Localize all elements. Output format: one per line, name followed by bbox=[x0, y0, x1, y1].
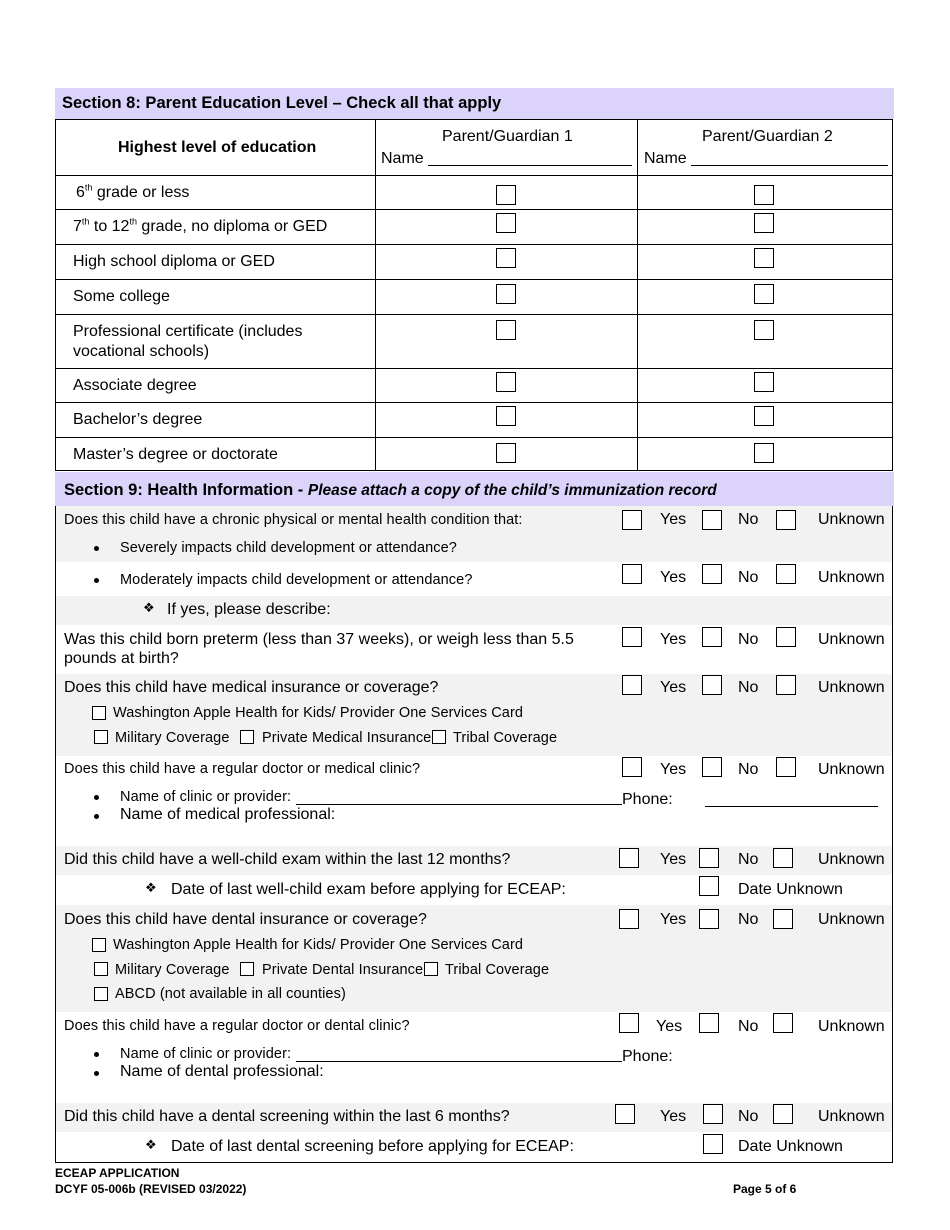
preterm-unknown-checkbox[interactable] bbox=[776, 627, 796, 647]
dentist-yes-label: Yes bbox=[656, 1018, 683, 1035]
p1-checkbox-6th[interactable] bbox=[496, 185, 516, 205]
wellchild-date-unknown-label: Date Unknown bbox=[738, 881, 843, 898]
wellchild-date-label: Date of last well-child exam before applying for ECEAP: bbox=[171, 881, 566, 898]
edu-row-7th-12th: 7th to 12th grade, no diploma or GED bbox=[73, 216, 328, 235]
dent-private-label: Private Dental Insurance bbox=[262, 962, 424, 978]
dent-private-checkbox[interactable] bbox=[240, 962, 254, 976]
section8-title: Section 8: Parent Education Level – Check all that apply bbox=[62, 94, 502, 112]
doctor-no-checkbox[interactable] bbox=[702, 757, 722, 777]
bullet-icon bbox=[94, 795, 99, 800]
q-preterm: Was this child born preterm (less than 37 weeks), or weigh less than 5.5 pounds at birth? bbox=[64, 631, 574, 667]
dentscreen-yes-label: Yes bbox=[660, 1108, 687, 1125]
dentins-unknown-label: Unknown bbox=[818, 911, 885, 928]
med-phone-field[interactable] bbox=[705, 806, 878, 807]
med-private-label: Private Medical Insurance bbox=[262, 730, 432, 746]
p2-checkbox-bachelor[interactable] bbox=[754, 406, 774, 426]
dentins-no-label: No bbox=[738, 911, 759, 928]
diamond-bullet-icon: ❖ bbox=[145, 1137, 157, 1152]
dentist-no-checkbox[interactable] bbox=[699, 1013, 719, 1033]
footer-form-number: DCYF 05-006b (REVISED 03/2022) bbox=[55, 1182, 247, 1196]
chronic-yes-checkbox[interactable] bbox=[622, 510, 642, 530]
p1-checkbox-bachelor[interactable] bbox=[496, 406, 516, 426]
dentscreen-unknown-label: Unknown bbox=[818, 1108, 885, 1125]
dentscreen-no-label: No bbox=[738, 1108, 759, 1125]
parent2-name-label: Name bbox=[644, 150, 687, 167]
dent-tribal-label: Tribal Coverage bbox=[445, 962, 550, 978]
diamond-bullet-icon: ❖ bbox=[143, 600, 155, 615]
dent-clinic-name-field[interactable] bbox=[296, 1061, 622, 1062]
medins-unknown-label: Unknown bbox=[818, 679, 885, 696]
preterm-no-checkbox[interactable] bbox=[702, 627, 722, 647]
dentscreen-date-label: Date of last dental screening before applying for ECEAP: bbox=[171, 1138, 574, 1155]
medins-no-checkbox[interactable] bbox=[702, 675, 722, 695]
dentins-unknown-checkbox[interactable] bbox=[773, 909, 793, 929]
p2-checkbox-some-college[interactable] bbox=[754, 284, 774, 304]
dent-military-label: Military Coverage bbox=[115, 962, 230, 978]
moderate-no-checkbox[interactable] bbox=[702, 564, 722, 584]
preterm-yes-checkbox[interactable] bbox=[622, 627, 642, 647]
med-tribal-label: Tribal Coverage bbox=[453, 730, 558, 746]
moderate-yes-checkbox[interactable] bbox=[622, 564, 642, 584]
wellchild-unknown-label: Unknown bbox=[818, 851, 885, 868]
dentist-yes-checkbox[interactable] bbox=[619, 1013, 639, 1033]
edu-row-some-college: Some college bbox=[73, 288, 170, 305]
med-private-checkbox[interactable] bbox=[240, 730, 254, 744]
doctor-unknown-label: Unknown bbox=[818, 761, 885, 778]
dent-tribal-checkbox[interactable] bbox=[424, 962, 438, 976]
q-well-child: Did this child have a well-child exam within the last 12 months? bbox=[64, 851, 511, 868]
med-military-checkbox[interactable] bbox=[94, 730, 108, 744]
section9-title: Section 9: Health Information - Please attach a copy of the child’s immunization record bbox=[64, 481, 717, 499]
p1-checkbox-7th-12th[interactable] bbox=[496, 213, 516, 233]
wellchild-unknown-checkbox[interactable] bbox=[773, 848, 793, 868]
diamond-bullet-icon: ❖ bbox=[145, 880, 157, 895]
doctor-no-label: No bbox=[738, 761, 759, 778]
q-chronic: Does this child have a chronic physical or mental health condition that: bbox=[64, 512, 523, 528]
dent-military-checkbox[interactable] bbox=[94, 962, 108, 976]
wellchild-no-label: No bbox=[738, 851, 759, 868]
med-military-label: Military Coverage bbox=[115, 730, 230, 746]
preterm-unknown-label: Unknown bbox=[818, 631, 885, 648]
p2-checkbox-7th-12th[interactable] bbox=[754, 213, 774, 233]
bullet-icon bbox=[94, 546, 99, 551]
bullet-icon bbox=[94, 1071, 99, 1076]
med-apple-health-checkbox[interactable] bbox=[92, 706, 106, 720]
parent1-name-label: Name bbox=[381, 150, 424, 167]
wellchild-yes-label: Yes bbox=[660, 851, 687, 868]
med-clinic-name-label: Name of clinic or provider: bbox=[120, 789, 292, 805]
p1-checkbox-high-school[interactable] bbox=[496, 248, 516, 268]
p2-checkbox-high-school[interactable] bbox=[754, 248, 774, 268]
wellchild-yes-checkbox[interactable] bbox=[619, 848, 639, 868]
dentscreen-no-checkbox[interactable] bbox=[703, 1104, 723, 1124]
footer-form-name: ECEAP APPLICATION bbox=[55, 1166, 180, 1180]
q-regular-doctor: Does this child have a regular doctor or medical clinic? bbox=[64, 761, 421, 777]
dent-phone-label: Phone: bbox=[622, 1048, 673, 1065]
chronic-yes-label: Yes bbox=[660, 511, 687, 528]
edu-row-master: Master’s degree or doctorate bbox=[73, 446, 278, 463]
parent2-name-field[interactable] bbox=[691, 165, 888, 166]
dentscreen-yes-checkbox[interactable] bbox=[615, 1104, 635, 1124]
q-regular-dentist: Does this child have a regular doctor or dental clinic? bbox=[64, 1018, 410, 1034]
med-clinic-name-field[interactable] bbox=[296, 804, 622, 805]
p1-checkbox-professional[interactable] bbox=[496, 320, 516, 340]
moderate-yes-label: Yes bbox=[660, 569, 687, 586]
dent-abcd-checkbox[interactable] bbox=[94, 987, 108, 1001]
edu-row-bachelor: Bachelor’s degree bbox=[73, 411, 203, 428]
preterm-no-label: No bbox=[738, 631, 759, 648]
q-dental-insurance: Does this child have dental insurance or coverage? bbox=[64, 911, 427, 928]
edu-row-6th-grade: 6th grade or less bbox=[76, 182, 190, 201]
medins-yes-label: Yes bbox=[660, 679, 687, 696]
dentscreen-date-unknown-checkbox[interactable] bbox=[703, 1134, 723, 1154]
p2-checkbox-6th[interactable] bbox=[754, 185, 774, 205]
dent-abcd-label: ABCD (not available in all counties) bbox=[115, 986, 346, 1002]
p2-checkbox-professional[interactable] bbox=[754, 320, 774, 340]
dentist-unknown-label: Unknown bbox=[818, 1018, 885, 1035]
edu-row-professional-certificate: Professional certificate (includes vocational schools) bbox=[73, 323, 303, 360]
medins-unknown-checkbox[interactable] bbox=[776, 675, 796, 695]
medins-no-label: No bbox=[738, 679, 759, 696]
med-apple-health-label: Washington Apple Health for Kids/ Provider One Services Card bbox=[113, 705, 524, 721]
chronic-no-checkbox[interactable] bbox=[702, 510, 722, 530]
bullet-icon bbox=[94, 578, 99, 583]
chronic-unknown-label: Unknown bbox=[818, 511, 885, 528]
dentins-no-checkbox[interactable] bbox=[699, 909, 719, 929]
bullet-icon bbox=[94, 814, 99, 819]
doctor-yes-checkbox[interactable] bbox=[622, 757, 642, 777]
p1-checkbox-master[interactable] bbox=[496, 443, 516, 463]
parent2-header: Parent/Guardian 2 bbox=[702, 128, 833, 145]
moderate-no-label: No bbox=[738, 569, 759, 586]
moderate-unknown-label: Unknown bbox=[818, 569, 885, 586]
dentins-yes-checkbox[interactable] bbox=[619, 909, 639, 929]
q-medical-insurance: Does this child have medical insurance or coverage? bbox=[64, 679, 439, 696]
dentscreen-unknown-checkbox[interactable] bbox=[773, 1104, 793, 1124]
dentscreen-date-unknown-label: Date Unknown bbox=[738, 1138, 843, 1155]
doctor-unknown-checkbox[interactable] bbox=[776, 757, 796, 777]
edu-row-associate: Associate degree bbox=[73, 377, 197, 394]
doctor-yes-label: Yes bbox=[660, 761, 687, 778]
edu-row-high-school: High school diploma or GED bbox=[73, 253, 275, 270]
med-tribal-checkbox[interactable] bbox=[432, 730, 446, 744]
med-phone-label: Phone: bbox=[622, 791, 673, 808]
education-col-header: Highest level of education bbox=[118, 139, 317, 156]
q-chronic-severe: Severely impacts child development or attendance? bbox=[120, 540, 457, 556]
p2-checkbox-associate[interactable] bbox=[754, 372, 774, 392]
chronic-no-label: No bbox=[738, 511, 759, 528]
wellchild-no-checkbox[interactable] bbox=[699, 848, 719, 868]
dentist-unknown-checkbox[interactable] bbox=[773, 1013, 793, 1033]
dentist-no-label: No bbox=[738, 1018, 759, 1035]
dent-apple-health-label: Washington Apple Health for Kids/ Provider One Services Card bbox=[113, 937, 524, 953]
p2-checkbox-master[interactable] bbox=[754, 443, 774, 463]
q-describe: If yes, please describe: bbox=[167, 601, 331, 618]
med-professional-label: Name of medical professional: bbox=[120, 806, 336, 823]
q-chronic-moderate: Moderately impacts child development or attendance? bbox=[120, 572, 473, 588]
dent-clinic-name-label: Name of clinic or provider: bbox=[120, 1046, 292, 1062]
chronic-unknown-checkbox[interactable] bbox=[776, 510, 796, 530]
wellchild-date-unknown-checkbox[interactable] bbox=[699, 876, 719, 896]
parent1-name-field[interactable] bbox=[428, 165, 632, 166]
footer-page-number: Page 5 of 6 bbox=[733, 1182, 797, 1196]
bullet-icon bbox=[94, 1052, 99, 1057]
dent-apple-health-checkbox[interactable] bbox=[92, 938, 106, 952]
q-dental-screening: Did this child have a dental screening within the last 6 months? bbox=[64, 1108, 510, 1125]
dent-professional-label: Name of dental professional: bbox=[120, 1063, 324, 1080]
p1-checkbox-some-college[interactable] bbox=[496, 284, 516, 304]
parent1-header: Parent/Guardian 1 bbox=[442, 128, 573, 145]
medins-yes-checkbox[interactable] bbox=[622, 675, 642, 695]
preterm-yes-label: Yes bbox=[660, 631, 687, 648]
dentins-yes-label: Yes bbox=[660, 911, 687, 928]
p1-checkbox-associate[interactable] bbox=[496, 372, 516, 392]
moderate-unknown-checkbox[interactable] bbox=[776, 564, 796, 584]
